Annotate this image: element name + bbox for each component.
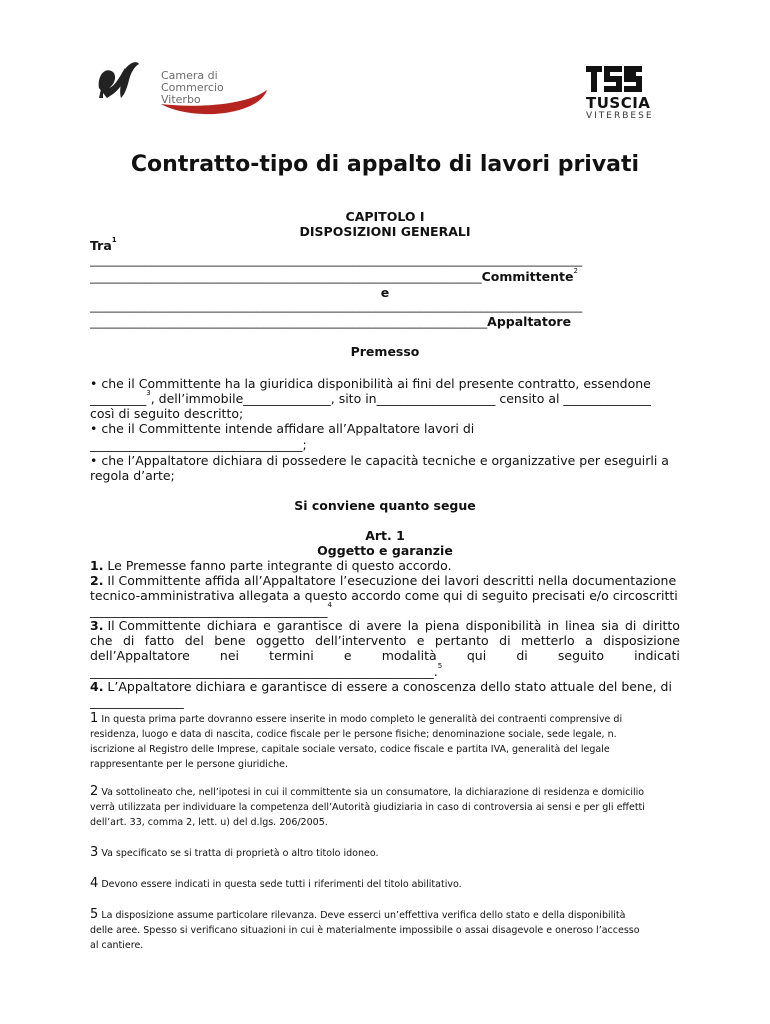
tuscia-mark-icon <box>584 64 644 94</box>
footnote-3: 3 Va specificato se si tratta di proprietà o altro titolo idoneo. <box>90 845 379 860</box>
tra-label: Tra$^1$ <box>90 236 117 253</box>
premesso-heading: Premesso <box>350 344 420 359</box>
premesso-bullet2-line1: • che il Committente intende affidare all’Appaltatore lavori di <box>90 421 475 436</box>
footnote-1: 1 In questa prima parte dovranno essere inserite in modo completo le generalità dei contraenti comprensive di residenza, luogo e data di nascita, codice fiscale per le persone fisiche; denominazione sociale, sede legale, n. iscrizione al Registro delle Imprese, capitale sociale versato, codice fiscale e partita IVA, generalità del legale rappresentante per le persone giuridiche. <box>90 711 623 770</box>
tuscia-logo <box>584 64 654 124</box>
tuscia-sub: VITERBESE <box>586 111 654 121</box>
chamber-name-line2: Viterbo <box>161 93 201 106</box>
art1-paragraph2-line2: tecnico-amministrativa allegata a questo accordo come qui di seguito precisati e/o circoscritti <box>90 588 678 603</box>
premesso-bullet1-line1: • che il Committente ha la giuridica disponibilità ai fini del presente contratto, essendone <box>90 376 651 391</box>
premesso-bullet3-line2: regola d’arte; <box>90 468 175 483</box>
appaltatore-blank-line1: ________________________________________________________________________________________ <box>90 300 583 313</box>
committente-blank-line1: ________________________________________________________________________________________ <box>90 254 583 267</box>
art1-paragraph3-line3: dell’Appaltatore nei termini e modalità qui di seguito indicati <box>90 648 680 663</box>
art1-paragraph1: 1. Le Premesse fanno parte integrante di questo accordo. <box>90 558 452 573</box>
article-number: Art. 1 <box>365 528 405 543</box>
art1-paragraph3-line1: 3. Il Committente dichiara e garantisce di avere la piena disponibilità in linea sia di diritto <box>90 618 680 633</box>
footnote-2: 2 Va sottolineato che, nell’ipotesi in cui il committente sia un consumatore, la dichiarazione di residenza e domicilio verrà utilizzata per individuare la competenza dell’Autorità giudiziaria in caso di controversia ai sensi e per gli effetti dell’art. 33, comma 2, lett. u) del d.lgs. 206/2005. <box>90 784 645 828</box>
document-title: Contratto-tipo di appalto di lavori privati <box>130 152 640 177</box>
footnote-4: 4 Devono essere indicati in questa sede tutti i riferimenti del titolo abilitativo. <box>90 876 462 891</box>
premesso-bullet3-line1: • che l’Appaltatore dichiara di possedere le capacità tecniche e organizzative per eseguirli a <box>90 453 669 468</box>
committente-line: ______________________________________________________________________Committente$^2$ <box>90 267 578 284</box>
chapter-name: DISPOSIZIONI GENERALI <box>299 224 471 239</box>
chamber-of-commerce-logo <box>95 58 275 118</box>
art1-paragraph3-line4: _______________________________________________________.$^5$ <box>90 662 443 679</box>
art1-paragraph3-line2: che di fatto del bene oggetto dell’intervento e pertanto di metterlo a disposizione <box>90 633 680 648</box>
art1-paragraph2-line3: ______________________________________$^4$ <box>90 601 332 618</box>
e-conjunction: e <box>380 285 390 300</box>
footnote-5: 5 La disposizione assume particolare rilevanza. Deve esserci un’effettiva verifica dello stato e della disponibilità delle aree. Spesso si verificano situazioni in cui è materialmente impossibile o assai disagevole e oneroso l’accesso al cantiere. <box>90 907 640 951</box>
art1-paragraph2-line1: 2. Il Committente affida all’Appaltatore l’esecuzione dei lavori descritti nella documentazione <box>90 573 677 588</box>
art1-paragraph4-line1: 4. L’Appaltatore dichiara e garantisce di essere a conoscenza dello stato attuale del bene, di <box>90 679 672 694</box>
chapter-label: CAPITOLO I <box>345 209 425 224</box>
appaltatore-line: _______________________________________________________________________Appaltatore <box>90 314 572 329</box>
premesso-bullet1-line3: così di seguito descritto; <box>90 406 244 421</box>
conviene-heading: Si conviene quanto segue <box>294 498 476 513</box>
art1-paragraph4-line2: _______________ <box>90 694 184 709</box>
premesso-bullet2-line2: __________________________________; <box>90 437 307 452</box>
chamber-name-line1: Camera di Commercio <box>161 69 224 94</box>
tuscia-brand: TUSCIA <box>586 94 651 112</box>
article-title: Oggetto e garanzie <box>317 543 453 558</box>
premesso-bullet1-line2: _________$^3$, dell’immobile______________, sito in___________________ censito al ______________ <box>90 389 651 406</box>
